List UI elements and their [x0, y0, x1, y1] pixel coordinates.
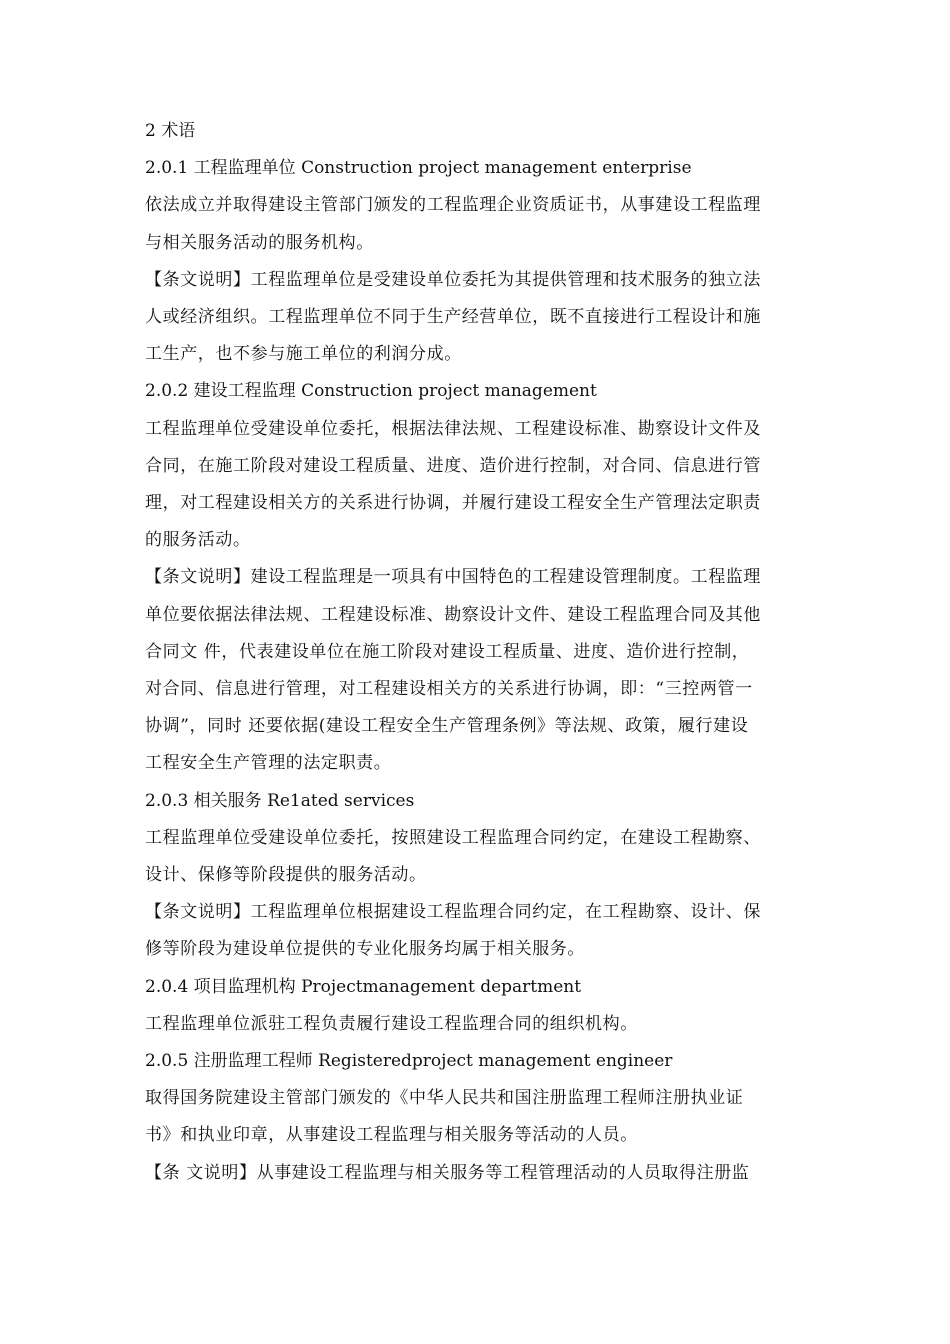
paragraph-line: 取得国务院建设主管部门颁发的《中华人民共和国注册监理工程师注册执业证 [145, 1088, 744, 1109]
paragraph-line: 依法成立并取得建设主管部门颁发的工程监理企业资质证书，从事建设工程监理 [145, 195, 761, 216]
paragraph-line: 与相关服务活动的服务机构。 [145, 232, 374, 253]
paragraph-line: 的服务活动。 [145, 530, 251, 551]
section-heading: 2.0.2 建设工程监理 Construction project management [145, 381, 597, 402]
paragraph-line: 修等阶段为建设单位提供的专业化服务均属于相关服务。 [145, 939, 585, 960]
paragraph-line: 单位要依据法律法规、工程建设标准、勘察设计文件、建设工程监理合同及其他 [145, 604, 761, 625]
paragraph-line: 书》和执业印章，从事建设工程监理与相关服务等活动的人员。 [145, 1125, 638, 1146]
paragraph-line: 人或经济组织。工程监理单位不同于生产经营单位，既不直接进行工程设计和施 [145, 307, 761, 328]
paragraph-line: 协调”，同时 还要依据(建设工程安全生产管理条例》等法规、政策，履行建设 [145, 716, 749, 737]
paragraph-line: 【条文说明】建设工程监理是一项具有中国特色的工程建设管理制度。工程监理 [145, 567, 761, 588]
paragraph-line: 理，对工程建设相关方的关系进行协调，并履行建设工程安全生产管理法定职责 [145, 493, 761, 514]
paragraph-line: 工程监理单位派驻工程负责履行建设工程监理合同的组织机构。 [145, 1013, 638, 1034]
section-heading: 2.0.5 注册监理工程师 Registeredproject management engineer [145, 1051, 673, 1072]
paragraph-line: 工程监理单位受建设单位委托，按照建设工程监理合同约定，在建设工程勘察、 [145, 827, 761, 848]
section-heading: 2.0.1 工程监理单位 Construction project management enterprise [145, 158, 692, 179]
paragraph-line: 工生产，也不参与施工单位的利润分成。 [145, 344, 462, 365]
paragraph-line: 合同，在施工阶段对建设工程质量、进度、造价进行控制，对合同、信息进行管 [145, 455, 761, 476]
paragraph-line: 合同文 件，代表建设单位在施工阶段对建设工程质量、进度、造价进行控制， [145, 641, 750, 662]
section-heading: 2 术语 [145, 121, 196, 141]
paragraph-line: 工程安全生产管理的法定职责。 [145, 753, 392, 774]
paragraph-line: 【条文说明】工程监理单位是受建设单位委托为其提供管理和技术服务的独立法 [145, 269, 761, 290]
paragraph-line: 【条 文说明】从事建设工程监理与相关服务等工程管理活动的人员取得注册监 [145, 1162, 750, 1183]
paragraph-line: 工程监理单位受建设单位委托，根据法律法规、工程建设标准、勘察设计文件及 [145, 418, 761, 439]
section-heading: 2.0.4 项目监理机构 Projectmanagement department [145, 976, 582, 997]
section-heading: 2.0.3 相关服务 Re1ated services [145, 790, 415, 811]
paragraph-line: 【条文说明】工程监理单位根据建设工程监理合同约定，在工程勘察、设计、保 [145, 902, 761, 923]
paragraph-line: 对合同、信息进行管理，对工程建设相关方的关系进行协调，即：“三控两管一 [145, 679, 753, 700]
paragraph-line: 设计、保修等阶段提供的服务活动。 [145, 865, 427, 886]
document-page [145, 113, 810, 1192]
